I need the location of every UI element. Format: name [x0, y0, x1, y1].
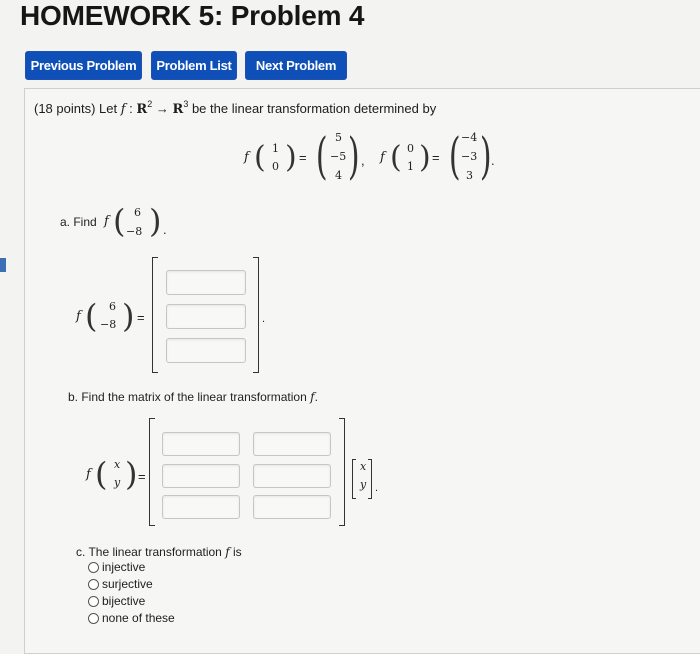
matrix-field-r3c1[interactable] [162, 495, 240, 519]
part-a-f-symbol: f [104, 214, 109, 229]
problem-intro [34, 99, 436, 117]
f-e2-left-paren: ( [448, 127, 461, 185]
part-c-f-symbol: f [225, 545, 230, 559]
f-e1-left-paren: ( [315, 127, 328, 185]
part-b-input-y: y [114, 476, 121, 489]
left-edge-marker [0, 258, 6, 272]
part-b-left-paren: ( [95, 455, 108, 493]
e1-entry-1: 1 [272, 142, 279, 155]
previous-problem-button[interactable]: Previous Problem [25, 51, 142, 80]
part-a-right-paren: ) [149, 202, 162, 240]
option-injective-label: injective [102, 560, 146, 574]
part-c-prompt [76, 545, 242, 559]
part-b-period: . [314, 390, 318, 404]
part-a-answer-vector-entry-2: −8 [100, 318, 117, 331]
radio-surjective[interactable] [88, 579, 99, 590]
e2-right-paren: ) [419, 140, 431, 175]
part-c-prompt-text: c. The linear transformation [76, 545, 222, 559]
part-a-vector-entry-1: 6 [134, 206, 141, 219]
part-b-equals: = [138, 469, 146, 484]
matrix-field-r1c2[interactable] [253, 432, 331, 456]
part-a-left-paren: ( [113, 202, 126, 240]
intro-arrow: → [155, 101, 169, 116]
next-problem-button[interactable]: Next Problem [245, 51, 347, 80]
part-a-answer-f-symbol: f [76, 309, 81, 324]
part-a-answer-period: . [262, 313, 266, 325]
matrix-field-r2c1[interactable] [162, 464, 240, 488]
part-b-prompt-text: b. Find the matrix of the linear transformation [68, 390, 307, 404]
part-b-f-symbol: f [310, 390, 315, 404]
problem-list-button[interactable]: Problem List [151, 51, 237, 80]
e1-equals: = [299, 150, 307, 165]
radio-bijective[interactable] [88, 596, 99, 607]
f-e1-entry-1: 5 [335, 131, 342, 144]
part-b-prompt [68, 390, 318, 404]
part-a-left-bracket [152, 257, 158, 373]
matrix-field-r3c2[interactable] [253, 495, 331, 519]
part-a-answer-field-2[interactable] [166, 304, 246, 329]
intro-codomain-exp: 3 [183, 99, 189, 109]
part-b-input-x: x [114, 458, 121, 471]
part-b-f-symbol-lhs: f [86, 467, 91, 482]
matrix-field-r2c2[interactable] [253, 464, 331, 488]
part-b-left-bracket [149, 418, 155, 526]
option-bijective[interactable] [88, 594, 145, 608]
part-a-prompt: a. Find [60, 215, 97, 229]
option-surjective-label: surjective [102, 577, 153, 591]
intro-suffix: be the linear transformation determined by [191, 101, 437, 116]
f-e1-entry-2: −5 [330, 150, 347, 163]
part-a-right-bracket [253, 257, 259, 373]
f-e2-entry-2: −3 [461, 150, 478, 163]
page-title: HOMEWORK 5: Problem 4 [20, 0, 365, 31]
part-a-answer-equals: = [137, 310, 145, 325]
part-a-answer-left-paren: ( [85, 297, 98, 335]
part-c-prompt-suffix: is [233, 545, 242, 559]
e2-entry-2: 1 [407, 160, 414, 173]
e2-entry-1: 0 [407, 142, 414, 155]
f-e2-entry-3: 3 [466, 169, 473, 182]
intro-f: f [120, 102, 126, 117]
part-b-right-paren: ) [125, 455, 138, 493]
part-a-answer-right-paren: ) [122, 297, 135, 335]
e2-left-paren: ( [390, 140, 402, 175]
part-a-answer-field-1[interactable] [166, 270, 246, 295]
e2-equals: = [432, 150, 440, 165]
part-a-vector-entry-2: −8 [126, 225, 143, 238]
intro-colon: : [129, 101, 133, 116]
xy-right-bracket [368, 459, 372, 499]
e1-left-paren: ( [254, 140, 266, 175]
option-none-of-these-label: none of these [102, 611, 175, 625]
intro-domain: R [136, 102, 148, 117]
option-bijective-label: bijective [102, 594, 146, 608]
e2-period: . [491, 153, 495, 168]
intro-domain-exp: 2 [147, 99, 153, 109]
intro-prefix: (18 points) Let [34, 101, 118, 116]
option-none-of-these[interactable] [88, 611, 175, 625]
intro-codomain: R [172, 102, 184, 117]
option-injective[interactable] [88, 560, 145, 574]
xy-entry-y: y [360, 478, 367, 491]
option-surjective[interactable] [88, 577, 153, 591]
radio-none-of-these[interactable] [88, 613, 99, 624]
f-e2-right-paren: ) [479, 127, 492, 185]
part-b-answer-period: . [375, 482, 379, 494]
part-b-right-bracket [339, 418, 345, 526]
xy-left-bracket [352, 459, 356, 499]
f-e2-symbol: f [380, 150, 385, 165]
e1-right-paren: ) [285, 140, 297, 175]
f-e1-right-paren: ) [347, 127, 360, 185]
part-a-period: . [163, 222, 167, 237]
part-a-answer-field-3[interactable] [166, 338, 246, 363]
xy-entry-x: x [360, 460, 367, 473]
e1-comma: , [361, 153, 365, 168]
f-e1-symbol: f [244, 150, 249, 165]
e1-entry-2: 0 [272, 160, 279, 173]
f-e2-entry-1: −4 [461, 131, 478, 144]
radio-injective[interactable] [88, 562, 99, 573]
f-e1-entry-3: 4 [335, 169, 342, 182]
matrix-field-r1c1[interactable] [162, 432, 240, 456]
part-a-answer-vector-entry-1: 6 [109, 300, 116, 313]
